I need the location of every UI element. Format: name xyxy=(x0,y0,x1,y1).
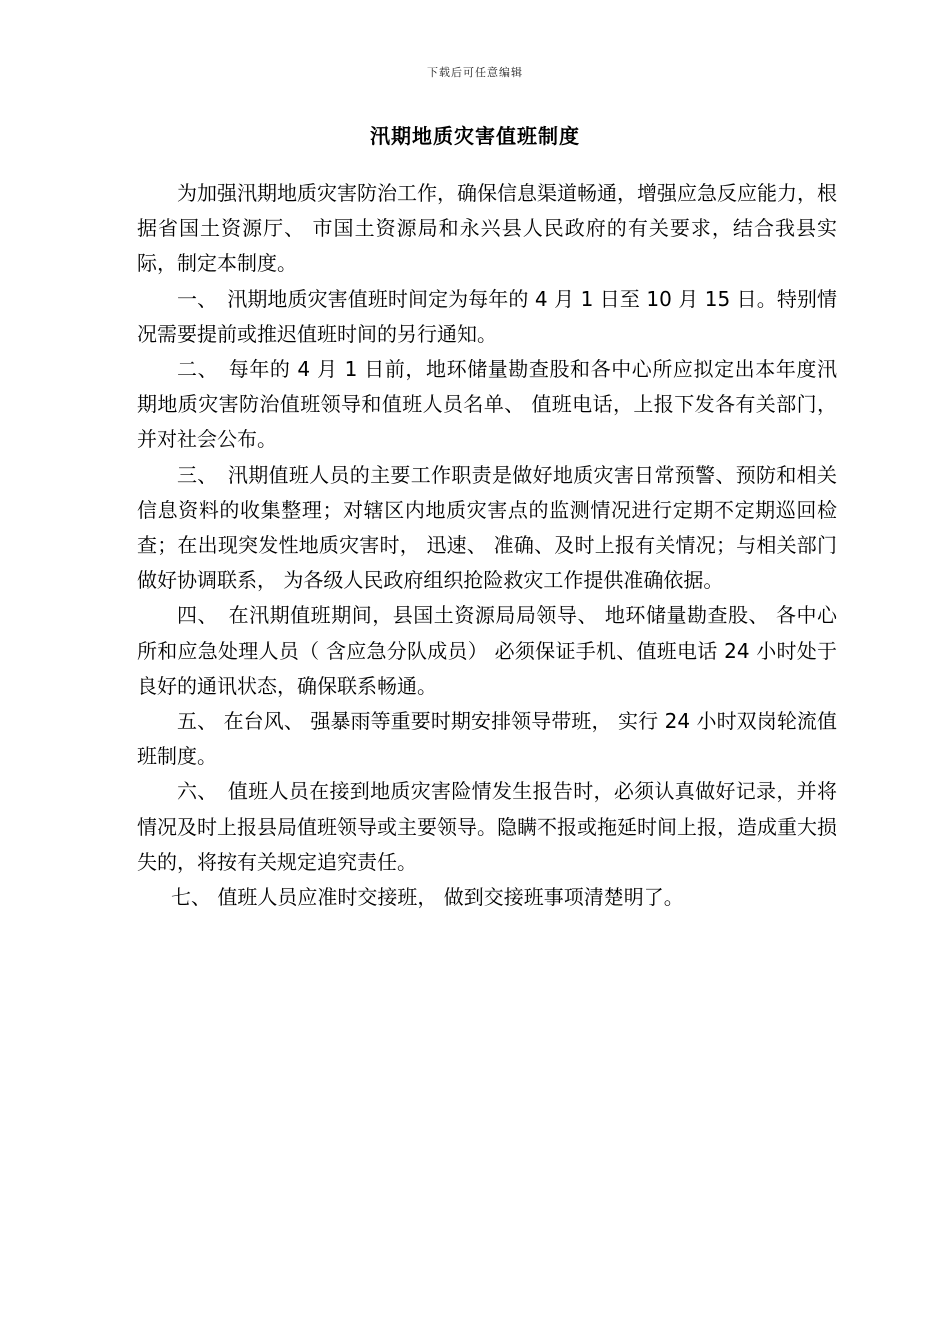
paragraph-item-6: 六、 值班人员在接到地质灾害险情发生报告时，必须认真做好记录，并将情况及时上报县局值班领导或主要领导。隐瞒不报或拖延时间上报，造成重大损失的，将按有关规定追究责任。 xyxy=(137,779,837,874)
paragraph-item-4: 四、 在汛期值班期间，县国土资源局局领导、 地环储量勘查股、 各中心所和应急处理人员（ 含应急分队成员） 必须保证手机、值班电话 24 小时处于良好的通讯状态，确保联系畅通。 xyxy=(137,603,837,698)
document-body xyxy=(137,176,837,915)
paragraph-item-5: 五、 在台风、 强暴雨等重要时期安排领导带班， 实行 24 小时双岗轮流值班制度。 xyxy=(137,709,837,769)
paragraph-item-3: 三、 汛期值班人员的主要工作职责是做好地质灾害日常预警、预防和相关信息资料的收集整理；对辖区内地质灾害点的监测情况进行定期不定期巡回检查；在出现突发性地质灾害时， 迅速、 准确、及时上报有关情况；与相关部门做好协调联系， 为各级人民政府组织抢险救灾工作提供准确依据。 xyxy=(137,462,837,593)
paragraph-item-2: 二、 每年的 4 月 1 日前，地环储量勘查股和各中心所应拟定出本年度汛期地质灾害防治值班领导和值班人员名单、 值班电话，上报下发各有关部门，并对社会公布。 xyxy=(137,357,837,452)
document-title: 汛期地质灾害值班制度 xyxy=(370,124,580,148)
header-note: 下载后可任意编辑 xyxy=(427,66,523,79)
paragraph-item-7: 七、 值班人员应准时交接班， 做到交接班事项清楚明了。 xyxy=(171,885,684,910)
paragraph-intro: 为加强汛期地质灾害防治工作，确保信息渠道畅通，增强应急反应能力，根据省国土资源厅、 市国土资源局和永兴县人民政府的有关要求，结合我县实际，制定本制度。 xyxy=(137,181,837,276)
paragraph-item-1: 一、 汛期地质灾害值班时间定为每年的 4 月 1 日至 10 月 15 日。特别情况需要提前或推迟值班时间的另行通知。 xyxy=(137,286,837,346)
